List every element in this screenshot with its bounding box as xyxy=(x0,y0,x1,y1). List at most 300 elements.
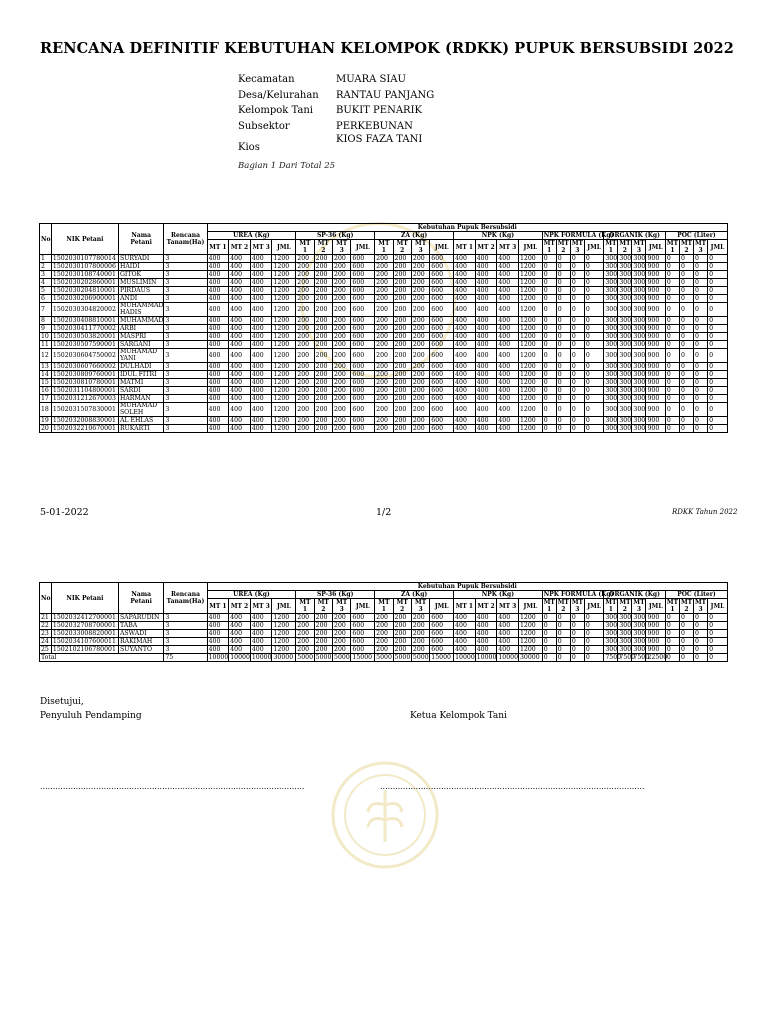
cell-za: 200 xyxy=(393,646,411,654)
cell-za: 200 xyxy=(375,425,393,433)
cell-za: 200 xyxy=(411,379,429,387)
cell-npkf: 0 xyxy=(570,279,584,287)
cell-org: 300 xyxy=(605,279,618,286)
cell-org: 900 xyxy=(646,349,665,363)
cell-nik: 1502030507590001 xyxy=(51,341,118,349)
info-row-kelompok xyxy=(238,103,434,119)
cell-poc: 0 xyxy=(665,317,679,325)
info-value: PERKEBUNAN xyxy=(336,120,413,132)
cell-poc: 0 xyxy=(694,417,708,425)
col-header-sub: MT 2 xyxy=(619,599,631,613)
cell-npk: 400 xyxy=(475,295,497,303)
cell-sp36: 200 xyxy=(314,622,332,630)
cell-sp36: 200 xyxy=(314,263,332,271)
cell-za: 200 xyxy=(375,417,393,425)
cell-npk: 1200 xyxy=(518,395,542,403)
cell-npk: 400 xyxy=(497,333,519,341)
cell-za: 600 xyxy=(430,317,454,325)
cell-urea: 400 xyxy=(207,349,229,363)
cell-za: 600 xyxy=(430,303,454,317)
cell-npkf: 0 xyxy=(556,349,570,363)
cell-npkf: 0 xyxy=(584,403,603,417)
cell-poc: 0 xyxy=(679,387,693,395)
cell-no: 19 xyxy=(40,417,52,425)
cell-sp36: 200 xyxy=(296,403,314,417)
col-header-group: SP-36 (Kg) xyxy=(296,232,375,240)
cell-sp36: 600 xyxy=(351,646,375,654)
cell-sp36: 200 xyxy=(333,614,351,622)
cell-za: 600 xyxy=(430,379,454,387)
cell-npkf: 0 xyxy=(584,271,603,279)
cell-poc: 0 xyxy=(665,403,679,417)
cell-poc: 0 xyxy=(694,379,708,387)
cell-urea: 400 xyxy=(250,279,272,287)
cell-org: 900 xyxy=(646,363,665,371)
cell-za: 200 xyxy=(393,317,411,325)
info-row-kios xyxy=(238,135,434,156)
cell-poc: 0 xyxy=(694,425,708,433)
cell-npk: 400 xyxy=(475,279,497,287)
cell-npkf: 0 xyxy=(570,325,584,333)
cell-urea: 1200 xyxy=(272,403,296,417)
cell-urea: 400 xyxy=(207,341,229,349)
cell-nik: 1502030607660002 xyxy=(51,363,118,371)
cell-npk: 1200 xyxy=(518,349,542,363)
cell-npk: 400 xyxy=(454,646,476,654)
cell-sp36: 200 xyxy=(296,417,314,425)
cell-za: 600 xyxy=(430,425,454,433)
cell-npkf: 0 xyxy=(542,387,556,395)
table-row xyxy=(40,646,728,654)
cell-org: 300 xyxy=(633,614,646,621)
cell-sp36: 200 xyxy=(333,425,351,433)
cell-npk: 400 xyxy=(497,303,519,317)
cell-no: 12 xyxy=(40,349,52,363)
cell-npk: 400 xyxy=(475,333,497,341)
cell-poc: 0 xyxy=(679,271,693,279)
cell-urea: 400 xyxy=(229,638,251,646)
cell-org: 900 xyxy=(646,638,665,646)
cell-urea: 400 xyxy=(207,379,229,387)
cell-org: 900 xyxy=(646,317,665,325)
cell-npk: 400 xyxy=(497,425,519,433)
cell-sp36: 200 xyxy=(333,622,351,630)
cell-total-urea: 30000 xyxy=(272,654,296,662)
cell-org: 900 xyxy=(646,630,665,638)
cell-poc: 0 xyxy=(708,417,728,425)
cell-npkf: 0 xyxy=(584,417,603,425)
cell-total-sp36: 5000 xyxy=(315,654,332,661)
cell-org: 300 xyxy=(619,614,632,621)
cell-poc: 0 xyxy=(679,363,693,371)
cell-no: 2 xyxy=(40,263,52,271)
cell-npkf: 0 xyxy=(542,417,556,425)
col-header-group: SP-36 (Kg) xyxy=(296,591,375,599)
cell-npkf: 0 xyxy=(542,295,556,303)
cell-no: 23 xyxy=(40,630,52,638)
cell-urea: 400 xyxy=(229,387,251,395)
cell-urea: 400 xyxy=(229,263,251,271)
cell-urea: 400 xyxy=(250,263,272,271)
cell-poc: 0 xyxy=(694,387,708,395)
cell-npkf: 0 xyxy=(542,279,556,287)
cell-npk: 400 xyxy=(454,614,476,622)
cell-org: 300 xyxy=(605,287,618,294)
cell-sp36: 200 xyxy=(314,638,332,646)
cell-urea: 400 xyxy=(229,363,251,371)
cell-za: 200 xyxy=(393,622,411,630)
col-header-no: No xyxy=(40,224,52,255)
cell-urea: 1200 xyxy=(272,295,296,303)
cell-total-npk: 30000 xyxy=(518,654,542,662)
table-row xyxy=(40,317,728,325)
cell-npk: 400 xyxy=(475,325,497,333)
cell-za: 600 xyxy=(430,279,454,287)
cell-poc: 0 xyxy=(708,287,728,295)
cell-total-za: 5000 xyxy=(394,654,411,661)
cell-poc: 0 xyxy=(708,371,728,379)
cell-org: 300 xyxy=(633,295,646,302)
cell-za: 200 xyxy=(375,379,393,387)
table-row xyxy=(40,349,728,363)
cell-org: 300 xyxy=(619,622,632,629)
cell-sp36: 200 xyxy=(333,325,351,333)
cell-sp36: 600 xyxy=(351,333,375,341)
cell-total-poc: 0 xyxy=(694,654,708,662)
cell-poc: 0 xyxy=(694,363,708,371)
cell-total-urea: 10000 xyxy=(208,654,229,661)
cell-npk: 400 xyxy=(454,325,476,333)
cell-org: 300 xyxy=(618,349,632,363)
cell-npk: 400 xyxy=(475,387,497,395)
col-header-sub: MT 2 xyxy=(680,240,693,254)
cell-org: 900 xyxy=(646,622,665,630)
cell-npkf: 0 xyxy=(556,417,570,425)
cell-poc: 0 xyxy=(694,279,708,287)
cell-urea: 400 xyxy=(207,630,229,638)
cell-sp36: 200 xyxy=(314,271,332,279)
cell-no: 16 xyxy=(40,387,52,395)
cell-rencana: 3 xyxy=(164,614,207,622)
cell-urea: 400 xyxy=(207,317,229,325)
cell-npkf: 0 xyxy=(584,287,603,295)
cell-npkf: 0 xyxy=(570,333,584,341)
col-header-nama: Nama Petani xyxy=(118,224,163,255)
cell-npkf: 0 xyxy=(570,295,584,303)
cell-org: 300 xyxy=(605,614,618,621)
cell-nik: 1502032008830001 xyxy=(51,417,118,425)
col-header-sub: MT 1 xyxy=(207,599,229,614)
cell-nama: SUYANTO xyxy=(118,646,163,654)
cell-sp36: 200 xyxy=(296,395,314,403)
cell-org: 300 xyxy=(605,317,618,324)
cell-total-npkf: 0 xyxy=(556,654,570,662)
cell-poc: 0 xyxy=(694,630,708,638)
cell-urea: 400 xyxy=(250,622,272,630)
info-value: KIOS FAZA TANI xyxy=(336,134,423,145)
cell-nama: PIRDAUS xyxy=(118,287,163,295)
cell-urea: 400 xyxy=(229,325,251,333)
cell-npk: 400 xyxy=(497,622,519,630)
cell-org: 300 xyxy=(633,325,646,332)
cell-sp36: 200 xyxy=(296,303,314,317)
cell-poc: 0 xyxy=(708,403,728,417)
cell-urea: 400 xyxy=(250,287,272,295)
cell-org: 300 xyxy=(633,379,646,386)
cell-no: 24 xyxy=(40,638,52,646)
cell-nama: RUKARTI xyxy=(118,425,163,433)
cell-za: 200 xyxy=(375,271,393,279)
cell-sp36: 200 xyxy=(333,303,351,317)
cell-npkf: 0 xyxy=(584,646,603,654)
col-header-sub: MT 2 xyxy=(475,240,497,255)
col-header-group: ZA (Kg) xyxy=(375,591,454,599)
cell-za: 200 xyxy=(393,395,411,403)
cell-npkf: 0 xyxy=(584,325,603,333)
cell-org: 300 xyxy=(604,349,618,363)
cell-npk: 400 xyxy=(475,287,497,295)
cell-rencana: 3 xyxy=(164,630,207,638)
cell-nama: HARMAN xyxy=(118,395,163,403)
cell-total-rencana: 75 xyxy=(164,654,207,662)
cell-sp36: 200 xyxy=(333,630,351,638)
cell-npk: 400 xyxy=(475,255,497,263)
col-header-sub: JML xyxy=(272,240,296,255)
cell-org: 900 xyxy=(646,303,665,317)
cell-sp36: 600 xyxy=(351,630,375,638)
cell-npk: 400 xyxy=(475,425,497,433)
cell-npk: 400 xyxy=(454,271,476,279)
cell-poc: 0 xyxy=(679,341,693,349)
cell-npk: 1200 xyxy=(518,325,542,333)
cell-npkf: 0 xyxy=(570,395,584,403)
cell-za: 200 xyxy=(375,614,393,622)
cell-urea: 400 xyxy=(207,271,229,279)
cell-npkf: 0 xyxy=(556,303,570,317)
cell-total-npkf: 0 xyxy=(584,654,603,662)
col-header-sub: JML xyxy=(351,599,375,614)
cell-urea: 400 xyxy=(250,395,272,403)
cell-sp36: 200 xyxy=(314,349,332,363)
cell-npkf: 0 xyxy=(570,341,584,349)
cell-poc: 0 xyxy=(694,646,708,654)
cell-org: 900 xyxy=(646,279,665,287)
cell-za: 200 xyxy=(411,263,429,271)
cell-org: 300 xyxy=(633,417,646,424)
cell-za: 200 xyxy=(375,363,393,371)
cell-npk: 400 xyxy=(454,303,476,317)
cell-npkf: 0 xyxy=(556,638,570,646)
cell-poc: 0 xyxy=(679,425,693,433)
cell-npk: 400 xyxy=(454,295,476,303)
cell-npk: 1200 xyxy=(518,295,542,303)
col-header-group: NPK FORMULA (Kg) xyxy=(543,232,614,239)
cell-poc: 0 xyxy=(694,287,708,295)
cell-sp36: 200 xyxy=(333,646,351,654)
cell-npk: 400 xyxy=(497,614,519,622)
info-row-kecamatan xyxy=(238,72,434,88)
cell-npkf: 0 xyxy=(570,614,584,622)
cell-total-org: 22500 xyxy=(647,654,668,661)
col-header-sub: MT 3 xyxy=(497,599,519,614)
cell-poc: 0 xyxy=(708,622,728,630)
cell-org: 300 xyxy=(605,630,618,637)
cell-npk: 1200 xyxy=(518,417,542,425)
cell-org: 300 xyxy=(605,646,618,653)
cell-org: 300 xyxy=(633,341,646,348)
cell-npkf: 0 xyxy=(570,622,584,630)
cell-za: 200 xyxy=(411,622,429,630)
cell-npkf: 0 xyxy=(570,263,584,271)
cell-npk: 1200 xyxy=(518,379,542,387)
cell-za: 600 xyxy=(430,255,454,263)
cell-urea: 400 xyxy=(207,255,229,263)
cell-npk: 1200 xyxy=(518,387,542,395)
cell-za: 200 xyxy=(375,638,393,646)
cell-nik: 1502030810780001 xyxy=(51,379,118,387)
cell-za: 200 xyxy=(411,638,429,646)
cell-poc: 0 xyxy=(694,303,708,317)
cell-npkf: 0 xyxy=(542,341,556,349)
info-row-desa xyxy=(238,88,434,104)
cell-sp36: 200 xyxy=(296,317,314,325)
cell-npk: 400 xyxy=(497,387,519,395)
cell-za: 200 xyxy=(393,349,411,363)
cell-npkf: 0 xyxy=(570,646,584,654)
cell-za: 200 xyxy=(393,279,411,287)
cell-total-org: 7500 xyxy=(633,654,650,661)
cell-poc: 0 xyxy=(679,287,693,295)
cell-poc: 0 xyxy=(665,425,679,433)
cell-za: 200 xyxy=(375,646,393,654)
col-header-sub: MT 1 xyxy=(375,240,393,255)
cell-npk: 1200 xyxy=(518,255,542,263)
cell-org: 300 xyxy=(633,630,646,637)
cell-poc: 0 xyxy=(665,630,679,638)
cell-org: 300 xyxy=(632,403,646,417)
cell-org: 300 xyxy=(618,303,632,317)
cell-rencana: 3 xyxy=(164,363,207,371)
cell-poc: 0 xyxy=(708,317,728,325)
cell-npk: 1200 xyxy=(518,287,542,295)
cell-npk: 400 xyxy=(454,287,476,295)
cell-urea: 1200 xyxy=(272,614,296,622)
cell-urea: 400 xyxy=(207,263,229,271)
cell-sp36: 200 xyxy=(314,371,332,379)
cell-npk: 400 xyxy=(454,349,476,363)
cell-poc: 0 xyxy=(679,263,693,271)
cell-org: 900 xyxy=(646,614,665,622)
cell-org: 900 xyxy=(646,263,665,271)
cell-za: 200 xyxy=(393,325,411,333)
cell-npkf: 0 xyxy=(542,303,556,317)
cell-npk: 400 xyxy=(454,363,476,371)
cell-npk: 400 xyxy=(497,395,519,403)
cell-nik: 1502032708700001 xyxy=(51,622,118,630)
info-value: MUARA SIAU xyxy=(336,74,406,85)
cell-npk: 400 xyxy=(454,333,476,341)
cell-poc: 0 xyxy=(708,379,728,387)
cell-npkf: 0 xyxy=(542,349,556,363)
cell-poc: 0 xyxy=(665,287,679,295)
cell-npk: 400 xyxy=(475,417,497,425)
cell-nama: SAPARUDIN xyxy=(118,614,163,622)
cell-rencana: 3 xyxy=(164,638,207,646)
cell-npkf: 0 xyxy=(556,363,570,371)
col-header-rencana: Rencana Tanam(Ha) xyxy=(164,583,207,614)
cell-npkf: 0 xyxy=(556,333,570,341)
col-header-group: ORGANIK (Kg) xyxy=(604,232,666,240)
cell-urea: 400 xyxy=(250,255,272,263)
cell-urea: 1200 xyxy=(272,425,296,433)
cell-nik: 1502032210670001 xyxy=(51,425,118,433)
cell-npkf: 0 xyxy=(542,325,556,333)
info-label: Kecamatan xyxy=(238,74,295,85)
cell-za: 200 xyxy=(393,630,411,638)
left-signature-line: ........................................................................................................ xyxy=(40,782,305,791)
cell-urea: 400 xyxy=(229,317,251,325)
cell-npk: 1200 xyxy=(518,317,542,325)
cell-poc: 0 xyxy=(708,646,728,654)
info-value: BUKIT PENARIK xyxy=(336,105,422,116)
cell-npk: 1200 xyxy=(518,614,542,622)
cell-poc: 0 xyxy=(665,271,679,279)
col-header-group: NPK (Kg) xyxy=(454,232,543,240)
cell-rencana: 3 xyxy=(164,263,207,271)
col-header-group: NPK (Kg) xyxy=(454,591,543,599)
cell-nik: 1502030304820002 xyxy=(51,303,118,317)
cell-npkf: 0 xyxy=(542,646,556,654)
cell-za: 200 xyxy=(375,303,393,317)
cell-urea: 1200 xyxy=(272,417,296,425)
cell-npkf: 0 xyxy=(584,279,603,287)
cell-npkf: 0 xyxy=(584,379,603,387)
cell-npk: 1200 xyxy=(518,341,542,349)
cell-nama: ANDI xyxy=(118,295,163,303)
cell-sp36: 200 xyxy=(333,295,351,303)
cell-npk: 400 xyxy=(497,417,519,425)
cell-no: 5 xyxy=(40,287,52,295)
cell-poc: 0 xyxy=(665,646,679,654)
cell-urea: 400 xyxy=(207,622,229,630)
cell-npkf: 0 xyxy=(542,638,556,646)
cell-urea: 1200 xyxy=(272,379,296,387)
cell-org: 900 xyxy=(646,271,665,279)
cell-npk: 1200 xyxy=(518,363,542,371)
cell-org: 300 xyxy=(605,255,618,262)
cell-sp36: 200 xyxy=(314,295,332,303)
footer-date: 5-01-2022 xyxy=(40,507,89,518)
cell-org: 300 xyxy=(605,333,618,340)
cell-poc: 0 xyxy=(694,638,708,646)
cell-sp36: 200 xyxy=(333,279,351,287)
cell-total-npkf: 0 xyxy=(542,654,556,662)
cell-sp36: 200 xyxy=(314,646,332,654)
col-header-sub: JML xyxy=(646,240,665,255)
cell-poc: 0 xyxy=(665,417,679,425)
cell-total-sp36: 15000 xyxy=(351,654,375,662)
cell-nama: MATMI xyxy=(118,379,163,387)
cell-npk: 400 xyxy=(497,325,519,333)
cell-npkf: 0 xyxy=(584,614,603,622)
cell-org: 300 xyxy=(605,295,618,302)
cell-poc: 0 xyxy=(708,425,728,433)
cell-urea: 1200 xyxy=(272,395,296,403)
cell-npk: 400 xyxy=(454,417,476,425)
cell-org: 300 xyxy=(633,646,646,653)
cell-rencana: 3 xyxy=(164,333,207,341)
cell-org: 300 xyxy=(604,403,618,417)
